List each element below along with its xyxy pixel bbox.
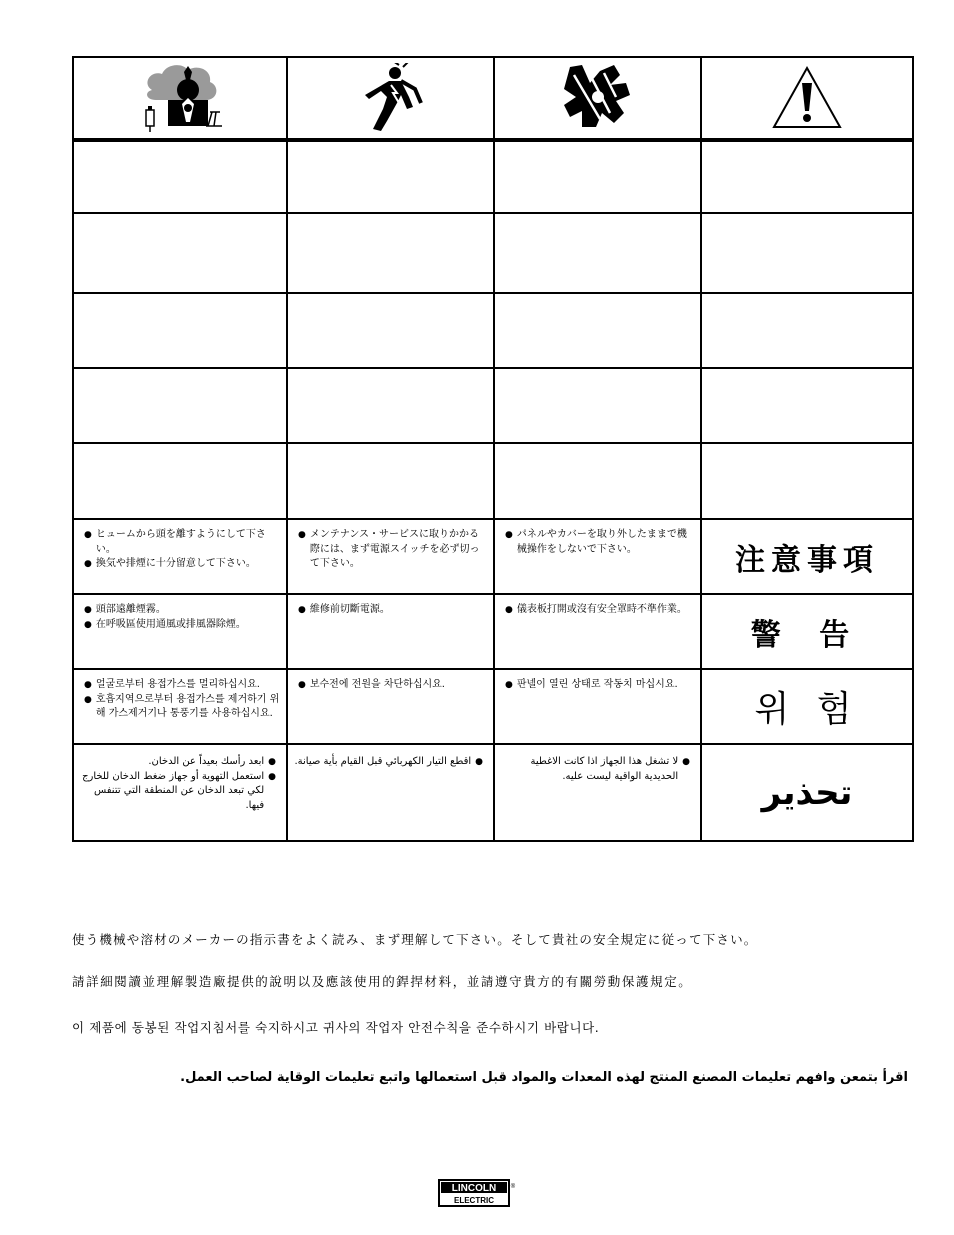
cell-text: 頭部遠離煙霧。: [95, 604, 166, 615]
label-korean: 위 험: [754, 689, 860, 730]
cell-korean-moving-parts: [495, 670, 700, 743]
moving-parts-icon: [560, 61, 636, 135]
logo-line1: LINCOLN: [451, 1183, 497, 1194]
list-item: ● اقطع التيار الكهربائي قبل القيام بأية صيانة.: [294, 755, 483, 770]
list-item: ● 儀表板打開或沒有安全罩時不準作業。: [505, 603, 694, 618]
cell-korean-fumes: [74, 670, 286, 743]
list-item: ● メンテナンス・サービスに取りかかる際には、まず電源スイッチを必ず切って下さい。: [298, 528, 487, 572]
label-arabic: تحذير: [761, 772, 853, 813]
cell-text: 얼굴로부터 용접가스를 멀리하십시요.: [95, 679, 260, 690]
cell-japanese-fumes: [74, 520, 286, 593]
header-divider: [74, 138, 912, 142]
list-item: ● 維修前切斷電源。: [298, 603, 487, 618]
electric-shock-icon: [351, 63, 431, 133]
list-item: ● لا تشغل هذا الجهاز اذا كانت الاغطية الحديدية الواقية ليست عليه.: [501, 755, 690, 784]
cell-text: 보수전에 전원을 차단하십시요.: [309, 679, 445, 690]
safety-table: [72, 56, 914, 842]
list-item: ● 호흡지역으로부터 용접가스를 제거하기 위해 가스제거기나 통풍기를 사용하십시요.: [84, 693, 280, 722]
cell-arabic-fumes: [74, 745, 286, 840]
footnote-korean: 이 제품에 동봉된 작업지침서를 숙지하시고 귀사의 작업자 안전수칙을 준수하시기 바랍니다.: [72, 1020, 600, 1035]
cell-text: ヒュームから頭を離すようにして下さい。: [95, 529, 266, 555]
footnote-chinese: 請詳細閱讀並理解製造廠提供的說明以及應該使用的銲捍材料，並請遵守貴方的有關勞動保護規定。: [72, 974, 693, 989]
cell-text: اقطع التيار الكهربائي قبل القيام بأية صيانة.: [294, 756, 472, 767]
cell-text: 維修前切斷電源。: [309, 604, 390, 615]
footnote-arabic: اقرأ بتمعن وافهم تعليمات المصنع المنتج لهذه المعدات والمواد قبل استعمالها واتبع تعليمات الوقاية لصاحب العمل.: [180, 1070, 908, 1085]
cell-text: パネルやカバーを取り外したままで機械操作をしないで下さい。: [516, 529, 687, 555]
row-divider: [74, 212, 912, 214]
list-item: ● ابعد رأسك بعيداً عن الدخان.: [80, 755, 276, 770]
warning-icon-cell: [702, 58, 912, 138]
lincoln-electric-logo: [438, 1179, 516, 1207]
cell-text: 換気や排煙に十分留意して下さい。: [95, 558, 256, 569]
row-divider: [74, 367, 912, 369]
cell-japanese-shock: [288, 520, 493, 593]
list-item: ● 頭部遠離煙霧。: [84, 603, 280, 618]
cell-text: ابعد رأسك بعيداً عن الدخان.: [148, 756, 265, 767]
list-item: ● 在呼吸區使用通風或排風器除煙。: [84, 618, 280, 633]
label-japanese: 注意事項: [735, 542, 879, 578]
cell-chinese-moving-parts: [495, 595, 700, 668]
fumes-gas-icon: [132, 60, 228, 136]
electric-shock-icon-cell: [288, 58, 493, 138]
cell-text: 儀表板打開或沒有安全罩時不準作業。: [516, 604, 687, 615]
list-item: ● 얼굴로부터 용접가스를 멀리하십시요.: [84, 678, 280, 693]
cell-text: 판넬이 열린 상태로 작동치 마십시요.: [516, 679, 678, 690]
list-item: ● ヒュームから頭を離すようにして下さい。: [84, 528, 280, 557]
cell-chinese-fumes: [74, 595, 286, 668]
cell-text: لا تشغل هذا الجهاز اذا كانت الاغطية الحديدية الواقية ليست عليه.: [530, 756, 679, 782]
logo-registered-mark: ®: [510, 1184, 516, 1190]
list-item: ● 보수전에 전원을 차단하십시요.: [298, 678, 487, 693]
row-divider: [74, 442, 912, 444]
cell-japanese-moving-parts: [495, 520, 700, 593]
cell-text: メンテナンス・サービスに取りかかる際には、まず電源スイッチを必ず切って下さい。: [309, 529, 480, 569]
list-item: ● 판넬이 열린 상태로 작동치 마십시요.: [505, 678, 694, 693]
list-item: ● パネルやカバーを取り外したままで機械操作をしないで下さい。: [505, 528, 694, 557]
warning-exclamation-icon: [771, 65, 843, 131]
logo-graphic: [438, 1179, 516, 1207]
cell-chinese-shock: [288, 595, 493, 668]
row-divider: [74, 292, 912, 294]
cell-korean-shock: [288, 670, 493, 743]
cell-text: 호흡지역으로부터 용접가스를 제거하기 위해 가스제거기나 통풍기를 사용하십시요.: [95, 693, 280, 719]
label-chinese: 警 告: [750, 617, 864, 653]
cell-arabic-shock: [288, 745, 493, 840]
logo-line2: ELECTRIC: [454, 1196, 494, 1205]
list-item: ● 換気や排煙に十分留意して下さい。: [84, 557, 280, 572]
list-item: ● استعمل التهوية أو جهاز ضغط الدخان للخارج لكي تبعد الدخان عن المنطقة التي تتنفس فيها.: [80, 770, 276, 814]
moving-parts-icon-cell: [495, 58, 700, 138]
footnote-japanese: 使う機械や溶材のメーカーの指示書をよく読み、まず理解して下さい。そして貴社の安全規定に従って下さい。: [72, 932, 758, 947]
fumes-icon-cell: [74, 58, 286, 138]
cell-arabic-moving-parts: [495, 745, 700, 840]
cell-text: 在呼吸區使用通風或排風器除煙。: [95, 618, 246, 630]
cell-text: استعمل التهوية أو جهاز ضغط الدخان للخارج لكي تبعد الدخان عن المنطقة التي تتنفس فيها.: [82, 770, 265, 811]
